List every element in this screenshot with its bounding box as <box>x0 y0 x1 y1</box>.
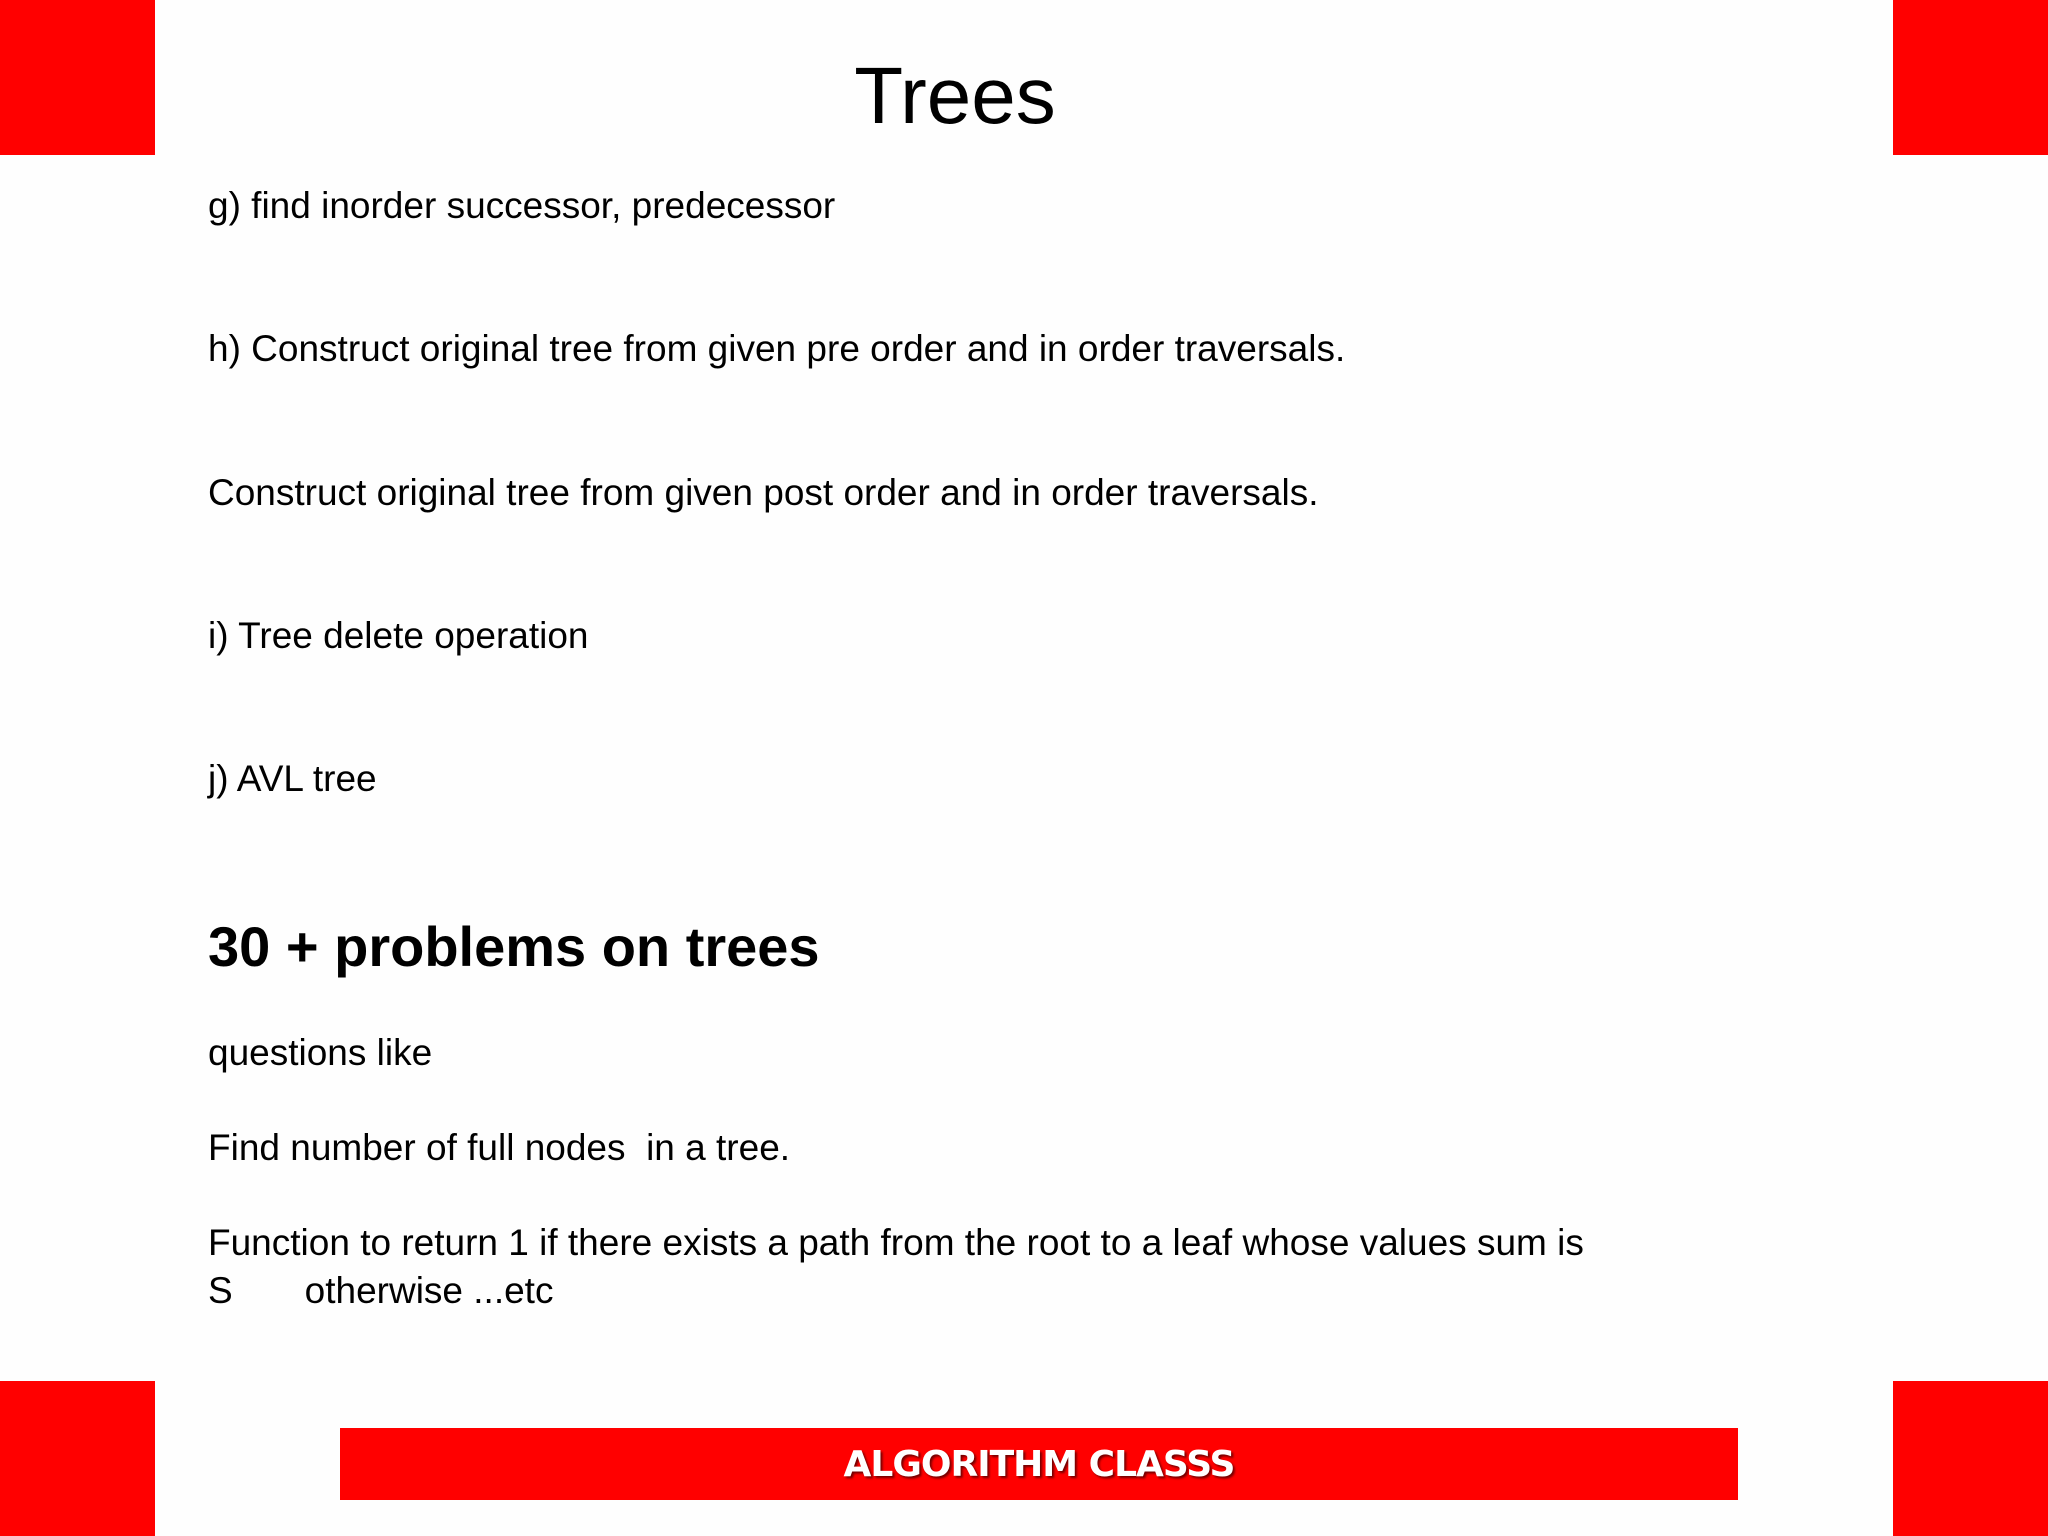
bottom-right-corner-block <box>1893 1381 2048 1536</box>
item-h: h) Construct original tree from given pre order and in order traversals. <box>208 328 1346 369</box>
detail-path-sum-line1: Function to return 1 if there exists a path from the root to a leaf whose values sum is <box>208 1222 1584 1263</box>
section-heading: 30 + problems on trees <box>208 915 820 978</box>
bottom-left-corner-block <box>0 1381 155 1536</box>
item-g: g) find inorder successor, predecessor <box>208 185 836 226</box>
slide-title: Trees <box>854 51 1056 140</box>
item-h-post-order: Construct original tree from given post order and in order traversals. <box>208 472 1319 513</box>
detail-questions-like: questions like <box>208 1032 433 1073</box>
detail-full-nodes: Find number of full nodes in a tree. <box>208 1127 791 1168</box>
footer-label: ALGORITHM CLASSS <box>843 1443 1235 1485</box>
detail-path-sum-line2: S otherwise ...etc <box>208 1270 554 1311</box>
footer-banner <box>340 1428 1738 1500</box>
item-i: i) Tree delete operation <box>208 615 589 656</box>
top-right-corner-block <box>1893 0 2048 155</box>
item-j: j) AVL tree <box>208 758 377 799</box>
